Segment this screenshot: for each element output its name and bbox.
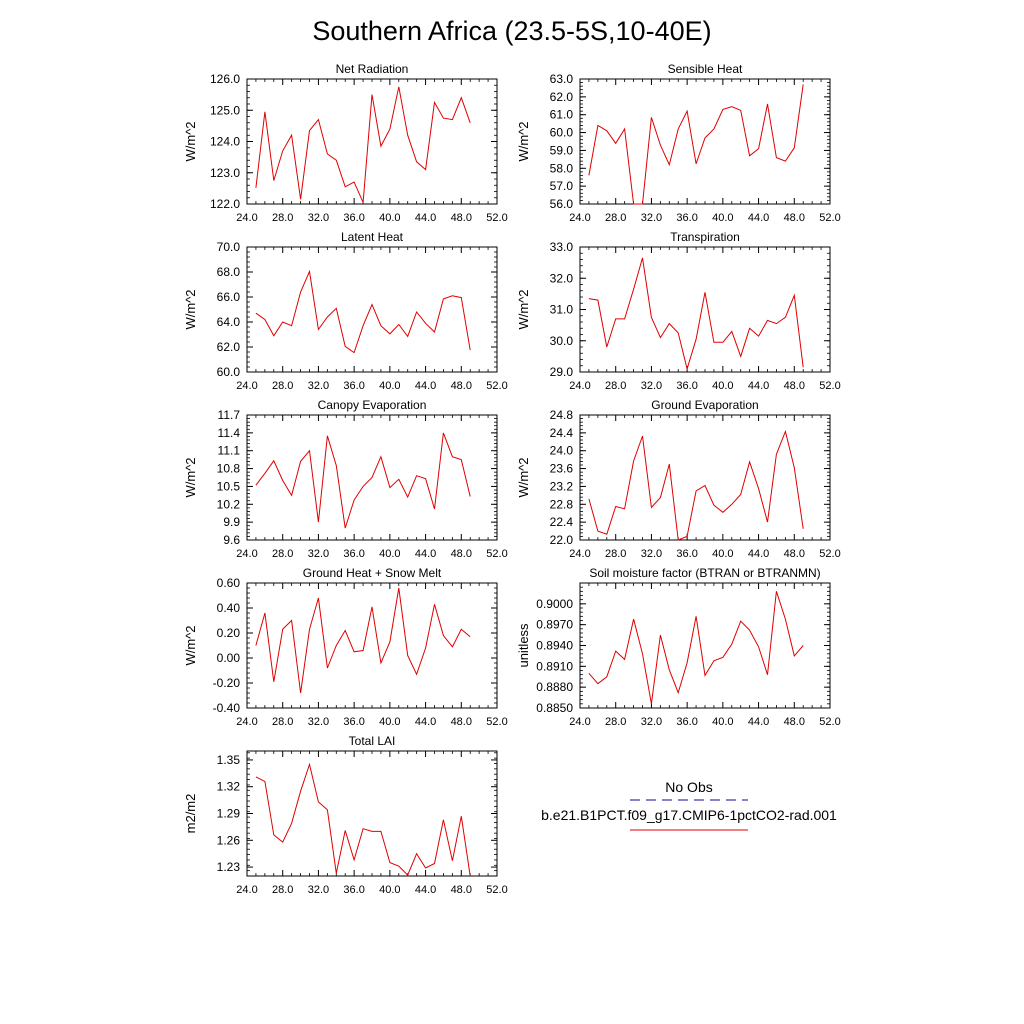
- y-tick-label: 11.7: [217, 408, 240, 422]
- y-tick-label: 22.0: [549, 533, 573, 547]
- y-tick-label: 68.0: [216, 265, 240, 279]
- x-tick-label: 52.0: [486, 212, 508, 224]
- x-tick-label: 24.0: [236, 212, 258, 224]
- x-tick-label: 36.0: [343, 380, 365, 392]
- x-tick-label: 36.0: [343, 548, 365, 560]
- panel-title: Ground Heat + Snow Melt: [302, 566, 442, 580]
- panel-3: [516, 230, 841, 392]
- x-tick-label: 24.0: [569, 380, 591, 392]
- y-tick-label: 59.0: [549, 143, 573, 158]
- x-tick-label: 24.0: [236, 548, 258, 560]
- y-tick-label: 0.40: [216, 601, 240, 615]
- y-tick-label: 11.4: [217, 425, 240, 440]
- panel-0: [183, 62, 508, 224]
- plot-frame: [580, 247, 830, 372]
- y-tick-label: 0.00: [216, 651, 240, 665]
- x-tick-label: 24.0: [569, 716, 591, 728]
- legend: [541, 779, 837, 830]
- plot-frame: [580, 415, 830, 540]
- y-tick-label: 122.0: [209, 197, 240, 211]
- y-tick-label: 23.2: [549, 479, 573, 494]
- y-tick-label: 62.0: [549, 89, 573, 104]
- x-tick-label: 52.0: [819, 548, 841, 560]
- y-axis-label: W/m^2: [516, 457, 531, 498]
- x-tick-label: 36.0: [343, 884, 365, 896]
- y-tick-label: 0.8850: [536, 701, 573, 715]
- y-tick-label: 63.0: [549, 72, 573, 86]
- y-tick-label: 0.20: [216, 626, 240, 640]
- y-axis-label: W/m^2: [183, 625, 198, 666]
- x-tick-label: 44.0: [414, 884, 437, 896]
- panel-title: Net Radiation: [335, 62, 409, 76]
- x-tick-label: 36.0: [676, 212, 698, 224]
- x-tick-label: 44.0: [747, 716, 770, 728]
- y-tick-label: 22.8: [549, 497, 573, 512]
- series-line: [589, 432, 803, 541]
- x-tick-label: 40.0: [379, 716, 401, 728]
- y-tick-label: 60.0: [216, 365, 240, 379]
- panel-title: Canopy Evaporation: [317, 398, 427, 412]
- x-tick-label: 32.0: [307, 548, 330, 560]
- panel-title: Ground Evaporation: [651, 398, 759, 412]
- x-tick-label: 28.0: [605, 380, 627, 392]
- y-tick-label: 61.0: [549, 107, 573, 122]
- y-tick-label: 1.26: [216, 833, 240, 848]
- y-tick-label: 125.0: [209, 103, 240, 118]
- y-axis-label: m2/m2: [183, 793, 198, 834]
- y-tick-label: 56.0: [549, 197, 573, 211]
- y-tick-label: 11.1: [217, 443, 240, 458]
- x-tick-label: 28.0: [272, 716, 294, 728]
- x-tick-label: 48.0: [450, 716, 472, 728]
- y-tick-label: 1.29: [216, 806, 240, 821]
- y-tick-label: 123.0: [209, 165, 240, 180]
- series-line: [589, 258, 803, 369]
- plot-frame: [247, 751, 497, 876]
- y-tick-label: 30.0: [549, 333, 573, 348]
- x-tick-label: 52.0: [819, 716, 841, 728]
- x-tick-label: 36.0: [343, 212, 365, 224]
- x-tick-label: 28.0: [272, 884, 294, 896]
- x-tick-label: 52.0: [486, 884, 508, 896]
- y-tick-label: 57.0: [549, 179, 573, 194]
- y-tick-label: 0.8940: [536, 638, 573, 653]
- x-tick-label: 48.0: [783, 212, 805, 224]
- panel-4: [183, 398, 508, 560]
- panel-6: [183, 566, 508, 728]
- panel-title: Soil moisture factor (BTRAN or BTRANMN): [589, 566, 821, 580]
- y-tick-label: 70.0: [216, 240, 240, 254]
- x-tick-label: 52.0: [486, 716, 508, 728]
- x-tick-label: 28.0: [272, 212, 294, 224]
- x-tick-label: 36.0: [676, 548, 698, 560]
- y-tick-label: 0.60: [216, 576, 240, 590]
- figure-title: Southern Africa (23.5-5S,10-40E): [312, 16, 712, 46]
- x-tick-label: 24.0: [569, 548, 591, 560]
- y-tick-label: 62.0: [216, 340, 240, 354]
- x-tick-label: 44.0: [747, 212, 770, 224]
- y-tick-label: 0.8910: [536, 659, 573, 674]
- x-tick-label: 40.0: [379, 548, 401, 560]
- y-tick-label: 60.0: [549, 125, 573, 140]
- x-tick-label: 48.0: [783, 380, 805, 392]
- x-tick-label: 28.0: [605, 212, 627, 224]
- series-line: [589, 591, 803, 704]
- x-tick-label: 44.0: [414, 212, 437, 224]
- x-tick-label: 40.0: [379, 212, 401, 224]
- y-tick-label: 29.0: [549, 365, 573, 379]
- y-tick-label: 9.6: [223, 533, 240, 547]
- series-line: [589, 84, 803, 204]
- y-tick-label: 1.23: [216, 860, 240, 875]
- x-tick-label: 32.0: [307, 380, 330, 392]
- y-tick-label: 31.0: [549, 302, 573, 317]
- panel-7: [516, 566, 841, 728]
- y-tick-label: 24.0: [549, 443, 573, 458]
- x-tick-label: 36.0: [676, 380, 698, 392]
- x-tick-label: 32.0: [307, 212, 330, 224]
- y-tick-label: 22.4: [549, 515, 573, 530]
- y-tick-label: 1.35: [216, 752, 240, 767]
- x-tick-label: 36.0: [343, 716, 365, 728]
- y-tick-label: 9.9: [223, 515, 240, 530]
- legend-model-label: b.e21.B1PCT.f09_g17.CMIP6-1pctCO2-rad.001: [541, 807, 837, 823]
- plot-frame: [580, 79, 830, 204]
- panel-title: Latent Heat: [340, 230, 404, 244]
- x-tick-label: 32.0: [640, 548, 663, 560]
- x-tick-label: 40.0: [712, 212, 734, 224]
- panel-2: [183, 230, 508, 392]
- x-tick-label: 48.0: [450, 884, 472, 896]
- x-tick-label: 52.0: [486, 548, 508, 560]
- y-tick-label: 64.0: [216, 315, 240, 329]
- x-tick-label: 28.0: [605, 548, 627, 560]
- x-tick-label: 48.0: [450, 380, 472, 392]
- panel-title: Total LAI: [348, 734, 396, 748]
- y-tick-label: 10.2: [216, 497, 240, 512]
- y-tick-label: 0.8970: [536, 617, 573, 632]
- x-tick-label: 44.0: [747, 380, 770, 392]
- x-tick-label: 28.0: [605, 716, 627, 728]
- y-axis-label: W/m^2: [183, 121, 198, 162]
- x-tick-label: 44.0: [414, 548, 437, 560]
- y-tick-label: 124.0: [209, 134, 240, 149]
- y-tick-label: 32.0: [549, 271, 573, 286]
- x-tick-label: 32.0: [640, 212, 663, 224]
- x-tick-label: 24.0: [236, 716, 258, 728]
- x-tick-label: 48.0: [450, 212, 472, 224]
- x-tick-label: 24.0: [236, 380, 258, 392]
- x-tick-label: 32.0: [307, 884, 330, 896]
- x-tick-label: 44.0: [414, 380, 437, 392]
- y-axis-label: W/m^2: [183, 457, 198, 498]
- y-tick-label: 0.8880: [536, 680, 573, 695]
- panel-title: Transpiration: [670, 230, 740, 244]
- plot-frame: [247, 583, 497, 708]
- y-tick-label: 10.8: [216, 461, 240, 476]
- x-tick-label: 32.0: [307, 716, 330, 728]
- panel-title: Sensible Heat: [667, 62, 743, 76]
- x-tick-label: 32.0: [640, 716, 663, 728]
- x-tick-label: 40.0: [712, 548, 734, 560]
- y-axis-label: unitless: [516, 623, 531, 668]
- y-tick-label: -0.40: [212, 701, 240, 715]
- x-tick-label: 28.0: [272, 548, 294, 560]
- x-tick-label: 48.0: [450, 548, 472, 560]
- x-tick-label: 24.0: [569, 212, 591, 224]
- y-tick-label: 23.6: [549, 461, 573, 476]
- series-line: [256, 271, 470, 352]
- y-tick-label: -0.20: [212, 676, 240, 690]
- x-tick-label: 40.0: [379, 380, 401, 392]
- y-tick-label: 24.4: [549, 425, 573, 440]
- x-tick-label: 44.0: [414, 716, 437, 728]
- y-tick-label: 10.5: [216, 479, 240, 494]
- y-tick-label: 58.0: [549, 161, 573, 176]
- x-tick-label: 48.0: [783, 716, 805, 728]
- panels: [183, 62, 841, 896]
- panel-1: [516, 62, 841, 224]
- y-tick-label: 1.32: [216, 779, 240, 794]
- y-tick-label: 126.0: [209, 72, 240, 86]
- series-line: [256, 433, 470, 528]
- plot-frame: [580, 583, 830, 708]
- x-tick-label: 36.0: [676, 716, 698, 728]
- x-tick-label: 52.0: [819, 380, 841, 392]
- x-tick-label: 48.0: [783, 548, 805, 560]
- x-tick-label: 52.0: [819, 212, 841, 224]
- series-line: [256, 764, 470, 876]
- y-tick-label: 24.8: [549, 408, 573, 422]
- y-axis-label: W/m^2: [516, 121, 531, 162]
- x-tick-label: 44.0: [747, 548, 770, 560]
- y-tick-label: 0.9000: [536, 596, 573, 611]
- x-tick-label: 40.0: [712, 380, 734, 392]
- legend-obs-label: No Obs: [665, 779, 713, 795]
- y-tick-label: 66.0: [216, 290, 240, 304]
- x-tick-label: 28.0: [272, 380, 294, 392]
- x-tick-label: 40.0: [379, 884, 401, 896]
- x-tick-label: 40.0: [712, 716, 734, 728]
- series-line: [256, 588, 470, 693]
- x-tick-label: 52.0: [486, 380, 508, 392]
- y-axis-label: W/m^2: [516, 289, 531, 330]
- x-tick-label: 32.0: [640, 380, 663, 392]
- plot-frame: [247, 247, 497, 372]
- x-tick-label: 24.0: [236, 884, 258, 896]
- series-line: [256, 87, 470, 203]
- y-tick-label: 33.0: [549, 240, 573, 254]
- panel-5: [516, 398, 841, 560]
- panel-8: [183, 734, 508, 896]
- y-axis-label: W/m^2: [183, 289, 198, 330]
